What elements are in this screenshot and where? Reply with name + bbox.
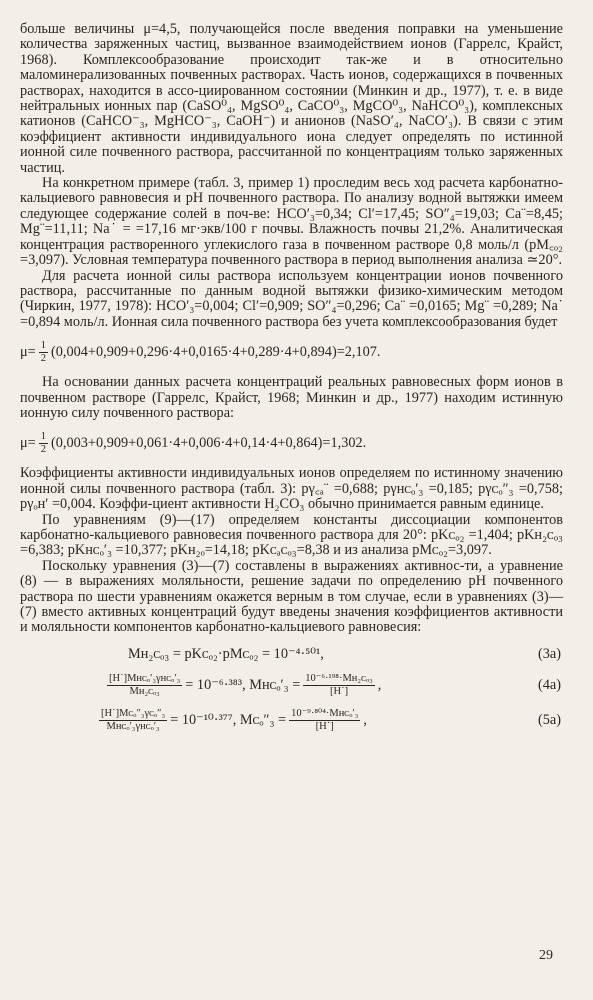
fraction-numerator: 1 — [40, 431, 46, 443]
formula-rhs: (0,003+0,909+0,061·4+0,006·4+0,14·4+0,864)=1,302. — [50, 435, 367, 452]
equation-4a — [20, 673, 563, 698]
paragraph-activity-coefficients: Коэффициенты активности индивидуальных ионов определяем по истинному значению ионной силы почвенного раствора (табл. 3): pγ꜀ₐ¨ =0,688; pγʜᴄₒ′₃ =0,185; pγᴄₒ″₃ =0,758; pγₒʜ′ =0,004. Коэффи-циент активности H₂CO₃ обычно принимается равным единице. — [20, 465, 563, 513]
equation-middle: = 10⁻⁶·³⁸³, Mʜᴄₒ′₃ = — [185, 676, 301, 693]
equation-body — [104, 673, 381, 698]
equation-fraction-left — [99, 708, 167, 733]
formula-lhs: μ= — [20, 344, 36, 361]
equation-tail: , — [363, 711, 367, 728]
formula-ionic-strength-2 — [20, 431, 563, 456]
fraction-denominator: Mʜ₂ᴄₒ₃ — [129, 685, 160, 697]
equation-body — [96, 708, 367, 733]
equation-number: (5а) — [537, 711, 561, 728]
paragraph-dissociation-constants: По уравнениям (9)—(17) определяем константы диссоциации компонентов карбонатно-кальциевого равновесия почвенного раствора для 20°: pKᴄₒ₂ =1,404; pKʜ₂ᴄₒ₃ =6,383; pKʜᴄₒ′₃ =10,377; pKʜ₂ₒ=14,18; pKᴄₐᴄₒ₃=8,38 и из анализа pMᴄₒ₂=3,097. — [20, 511, 563, 559]
paragraph-intro: больше величины μ=4,5, получающейся после введения поправки на уменьшение количества заряженных частиц, вызванное взаимодействием ионов (Гаррелс, Крайст, 1968). Комплексообразование происходит так-же и в относительно маломинерализованных почвенных растворах. Часть ионов, содержащихся в почвенных растворах, находится в ассо-циированном состоянии (Минкин и др., 1977), т. е. в виде нейтральных ионных пар (CaSO⁰₄, MgSO⁰₄, CaCO⁰₃, MgCO⁰₃, NaHCO⁰₃), комплексных катионов (CaHCO⁻₃, MgHCO⁻₃, CaOH⁻) и анионов (NaSO′₄, NaCO′₃). В связи с этим коэффициент активности индивидуального иона следует определять по истинной ионной силе почвенного раствора, рассчитанной по концентрациям только заряженных частиц. — [20, 21, 563, 176]
formula-lhs: μ= — [20, 435, 36, 452]
fraction-denominator: 2 — [40, 444, 46, 456]
fraction-denominator: [H˙] — [330, 685, 349, 697]
equation-number: (3а) — [537, 645, 561, 662]
equation-tail: , — [377, 676, 382, 693]
page-number: 29 — [539, 948, 553, 963]
fraction-denominator: [H˙] — [315, 720, 334, 732]
paragraph-equations-intro: Поскольку уравнения (3)—(7) составлены в выражениях активнос-ти, а уравнение (8) — в выражениях моляльности, решение задачи по определению рН почвенного раствора по шести уравнениям окажется верным в том случае, если в уравнениях (3)—(7) вместо активных концентраций будут введены значения коэффициентов активности и моляльности компонентов карбонатно-кальциевого равновесия: — [20, 557, 563, 636]
equation-middle: = 10⁻¹⁰·³⁷⁷, Mᴄₒ″₃ = — [170, 711, 287, 728]
equation-body: Mʜ₂ᴄₒ₃ = pKᴄₒ₂·pMᴄₒ₂ = 10⁻⁴·⁵⁰¹, — [128, 645, 324, 662]
formula-fraction — [39, 340, 48, 365]
equation-fraction-left — [107, 673, 182, 698]
fraction-denominator: Mʜᴄₒ′₃γʜᴄₒ′₃ — [106, 720, 160, 732]
paragraph-ionic-strength: Для расчета ионной силы раствора используем концентрации ионов почвенного раствора, рассчитанные по данным водной вытяжки физико-химическим методом (Чиркин, 1977, 1978): HCO′₃=0,004; Cl′=0,909; SO″₄=0,296; Ca¨ =0,0165; Mg¨ =0,289; Na˙ =0,894 моль/л. Ионная сила почвенного раствора без учета комплексообразования будет — [20, 267, 563, 330]
paragraph-example: На конкретном примере (табл. 3, пример 1) проследим весь ход расчета карбонатно-кальциевого равновесия и рН почвенного раствора. По анализу водной вытяжки имеем следующее содержание солей в поч-ве: HCO′₃=0,34; Cl′=17,45; SO″₄=19,03; Ca¨=8,45; Mg¨=11,11; Na˙ = =17,16 мг·экв/100 г почвы. Влажность почвы 21,2%. Аналитическая концентрация растворенного углекислого газа в почвенном растворе 0,8 моль/л (pM꜀ₒ₂ =3,097). Условная температура почвенного раствора в период выполнения анализа ≃20°. — [20, 175, 563, 269]
equation-number: (4а) — [537, 676, 561, 693]
fraction-denominator: 2 — [40, 353, 46, 365]
paragraph-true-ionic-strength: На основании данных расчета концентраций реальных равновесных форм ионов в почвенном растворе (Гаррелс, Крайст, 1968; Минкин и др., 1977) находим истинную ионную силу почвенного раствора: — [20, 374, 563, 421]
equation-5a — [20, 708, 563, 733]
fraction-numerator: [H˙]Mᴄₒ″₃γᴄₒ″₃ — [101, 707, 166, 719]
fraction-numerator: 1 — [40, 340, 46, 352]
formula-rhs: (0,004+0,909+0,296·4+0,0165·4+0,289·4+0,894)=2,107. — [50, 344, 381, 361]
equation-3a — [20, 646, 563, 663]
fraction-numerator: 10⁻⁹·⁸⁰⁴·Mʜᴄₒ′₃ — [291, 707, 359, 719]
equation-fraction-right — [303, 673, 375, 698]
formula-fraction — [39, 431, 48, 456]
fraction-numerator: [H˙]Mʜᴄₒ′₃γʜᴄₒ′₃ — [109, 672, 181, 684]
equation-fraction-right — [289, 708, 360, 733]
fraction-numerator: 10⁻⁶·¹⁹⁸·Mʜ₂ᴄₒ₃ — [305, 672, 373, 684]
formula-ionic-strength-1 — [20, 340, 563, 365]
